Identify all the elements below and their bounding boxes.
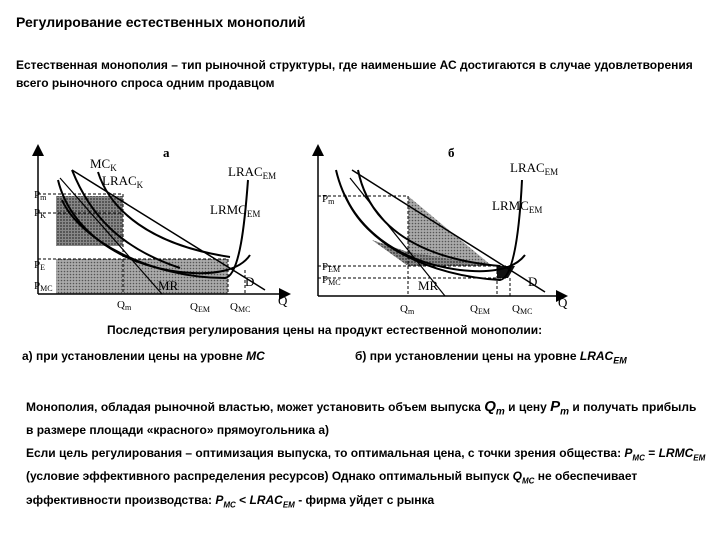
pk-label-a: PK bbox=[34, 207, 46, 220]
caption-b: б) при установлении цены на уровне $LRAC_{EM}$ bbox=[355, 349, 627, 366]
qm-label-b: Qm bbox=[400, 303, 415, 316]
pmc-label-a: PMC bbox=[34, 280, 53, 293]
qm-label-a: Qm bbox=[117, 299, 132, 312]
mr-label-b: MR bbox=[418, 278, 439, 293]
graph-a-label: а bbox=[163, 145, 170, 160]
q-label-a: Q bbox=[278, 293, 288, 308]
paragraph-regulation: Если цель регулирования – оптимизация выпуска, то оптимальная цена, с точки зрения общества: $P_{MC}$ = $LRMC_{EM}$ (условие эффективного распределения ресурсов) Однако оптимальный выпуск $Q_{MC}$ не обеспечивает эффективности производства: $P_{MC}$ < $LRAC_{EM}$ - фирма уйдет с рынка bbox=[26, 446, 706, 510]
paragraph-monopoly-power: Монополия, обладая рыночной властью, может установить объем выпуска $Q_m$ и цену $P_m$ и получать прибыль в размере площади «красного» прямоугольника а) bbox=[26, 398, 697, 438]
lracem-label-a: $LRAC_{EM}$ bbox=[228, 164, 277, 181]
pm-label-b: Pm bbox=[322, 193, 335, 206]
pm-label-a: Pm bbox=[34, 189, 47, 202]
caption-a: а) при установлении цены на уровне MC bbox=[22, 349, 265, 363]
lrmcem-label-a: $LRMC_{EM}$ bbox=[210, 202, 261, 219]
pmc-label-b: PMC bbox=[322, 274, 341, 287]
intro-definition: Естественная монополия – тип рыночной структуры, где наименьшие АС достигаются в случае удовлетворения всего рыночного спроса одним продавцом bbox=[16, 58, 693, 90]
mck-label: $MC_K$ bbox=[90, 156, 117, 173]
mr-label-a: MR bbox=[158, 278, 179, 293]
demand-line-b bbox=[352, 170, 545, 292]
qem-label-a: QEM bbox=[190, 301, 210, 314]
graph-b-label: б bbox=[448, 145, 455, 160]
d-label-b: D bbox=[528, 274, 538, 289]
d-label-a: D bbox=[245, 274, 255, 289]
qmc-label-a: QMC bbox=[230, 301, 251, 314]
qmc-label-b: QMC bbox=[512, 303, 533, 316]
qem-label-b: QEM bbox=[470, 303, 490, 316]
q-label-b: Q bbox=[558, 295, 568, 310]
page-title: Регулирование естественных монополий bbox=[16, 14, 306, 30]
lrack-label: $LRAC_K$ bbox=[102, 173, 144, 190]
figure-caption: Последствия регулирования цены на продукт естественной монополии: bbox=[107, 323, 543, 337]
lracem-label-b: $LRAC_{EM}$ bbox=[510, 160, 559, 177]
lrmcem-label-b: $LRMC_{EM}$ bbox=[492, 198, 543, 215]
pe-label-a: PE bbox=[34, 259, 46, 272]
pem-label-b: PEM bbox=[322, 261, 341, 274]
